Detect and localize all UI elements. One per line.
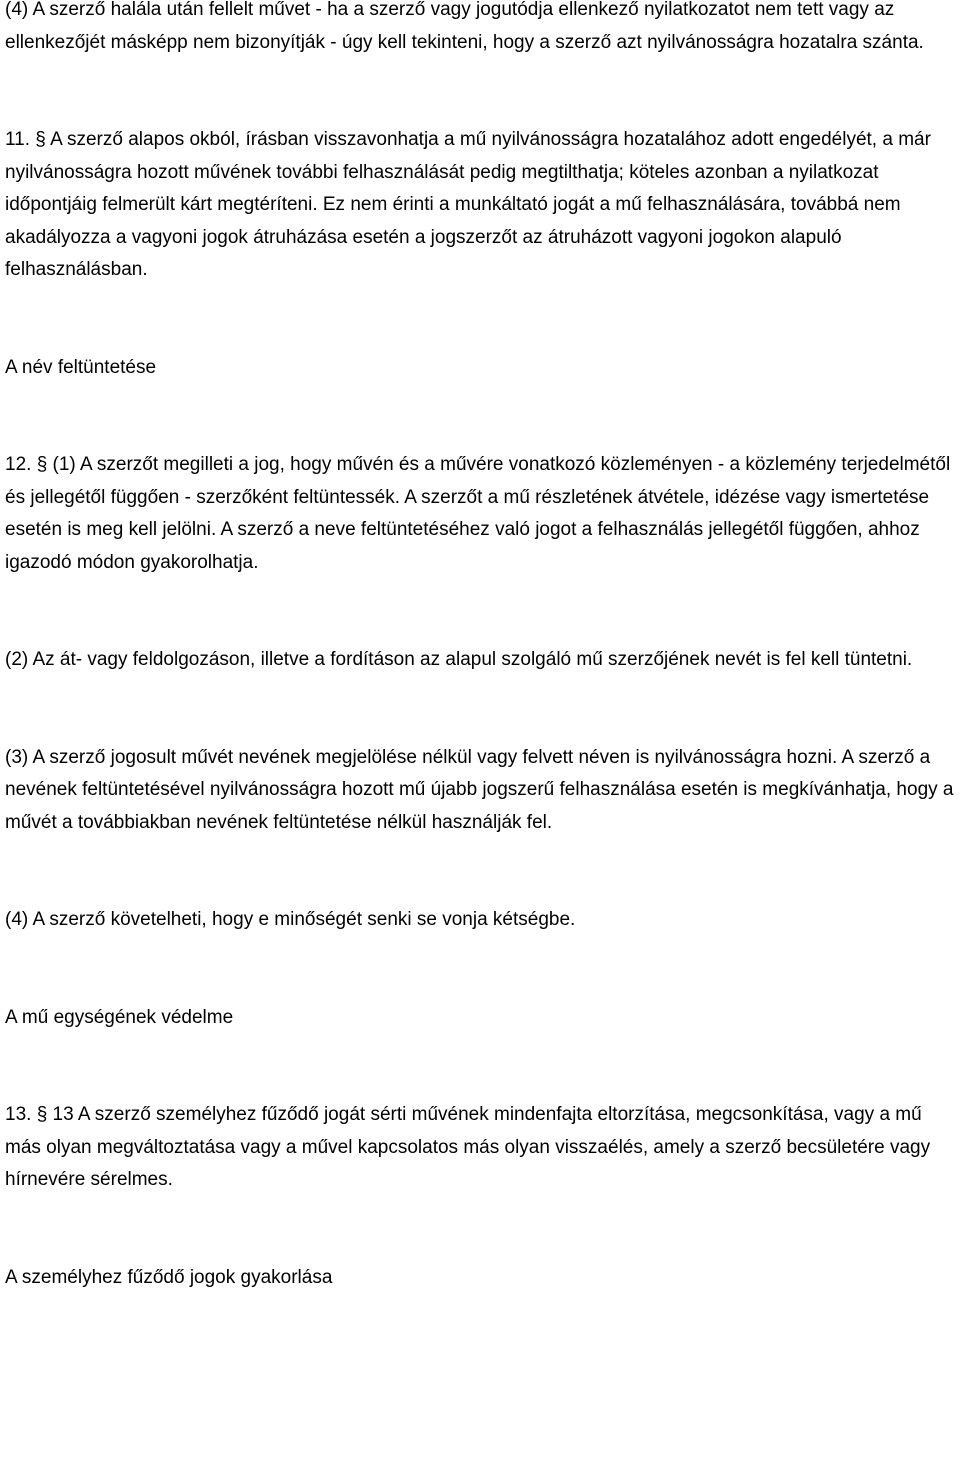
spacer <box>5 1034 960 1099</box>
spacer <box>5 59 960 124</box>
section-12-paragraph-2: (2) Az át- vagy feldolgozáson, illetve a fordításon az alapul szolgáló mű szerzőjének nevét is fel kell tüntetni. <box>5 649 913 670</box>
spacer <box>5 287 960 352</box>
section-12-paragraph-1: 12. § (1) A szerzőt megilleti a jog, hogy művén és a művére vonatkozó közleményen - a közlemény terjedelmétől és jellegétől függően - szerzőként feltüntessék. A szerzőt a mű részletének átvétele, idézése vagy ismertetése esetén is meg kell jelölni. A szerző a neve feltüntetéséhez való jogot a felhasználás jellegétől függően, ahhoz igazodó módon gyakorolhatja. <box>5 454 951 573</box>
section-12-paragraph-3: (3) A szerző jogosult művét nevének megjelölése nélkül vagy felvett néven is nyilvánosságra hozni. A szerző a nevének feltüntetésével nyilvánosságra hozott mű újabb jogszerű felhasználása esetén is megkívánhatja, hogy a művét a továbbiakban nevének feltüntetése nélkül használják fel. <box>5 746 954 833</box>
document-page <box>5 0 960 1294</box>
paragraph-4-continuation: (4) A szerző halála után fellelt művet - ha a szerző vagy jogutódja ellenkező nyilatkozatot nem tett vagy az ellenkezőjét másképp nem bizonyítják - úgy kell tekinteni, hogy a szerző azt nyilvánosságra hozatalra szánta. <box>5 0 924 53</box>
spacer <box>5 384 960 449</box>
spacer <box>5 1197 960 1262</box>
section-12-paragraph-4: (4) A szerző követelheti, hogy e minőségét senki se vonja kétségbe. <box>5 909 576 930</box>
section-13-paragraph: 13. § 13 A szerző személyhez fűződő jogát sérti művének mindenfajta eltorzítása, megcsonkítása, vagy a mű más olyan megváltoztatása vagy a művel kapcsolatos más olyan visszaélés, amely a szerző becsületére vagy hírnevére sérelmes. <box>5 1104 931 1190</box>
spacer <box>5 579 960 644</box>
section-11-paragraph: 11. § A szerző alapos okból, írásban visszavonhatja a mű nyilvánosságra hozatalához adott engedélyét, a már nyilvánosságra hozott művének további felhasználását pedig megtilthatja; köteles azonban a nyilatkozat időpontjáig felmerült kárt megtéríteni. Ez nem érinti a munkáltató jogát a mű felhasználására, továbbá nem akadályozza a vagyoni jogok átruházása esetén a jogszerzőt az átruházott vagyoni jogokon alapuló felhasználásban. <box>5 129 931 280</box>
spacer <box>5 937 960 1002</box>
spacer <box>5 677 960 742</box>
spacer <box>5 839 960 904</box>
heading-work-integrity: A mű egységének védelme <box>5 1006 234 1028</box>
heading-name-attribution: A név feltüntetése <box>5 356 157 378</box>
heading-exercise-of-rights: A személyhez fűződő jogok gyakorlása <box>5 1266 333 1288</box>
